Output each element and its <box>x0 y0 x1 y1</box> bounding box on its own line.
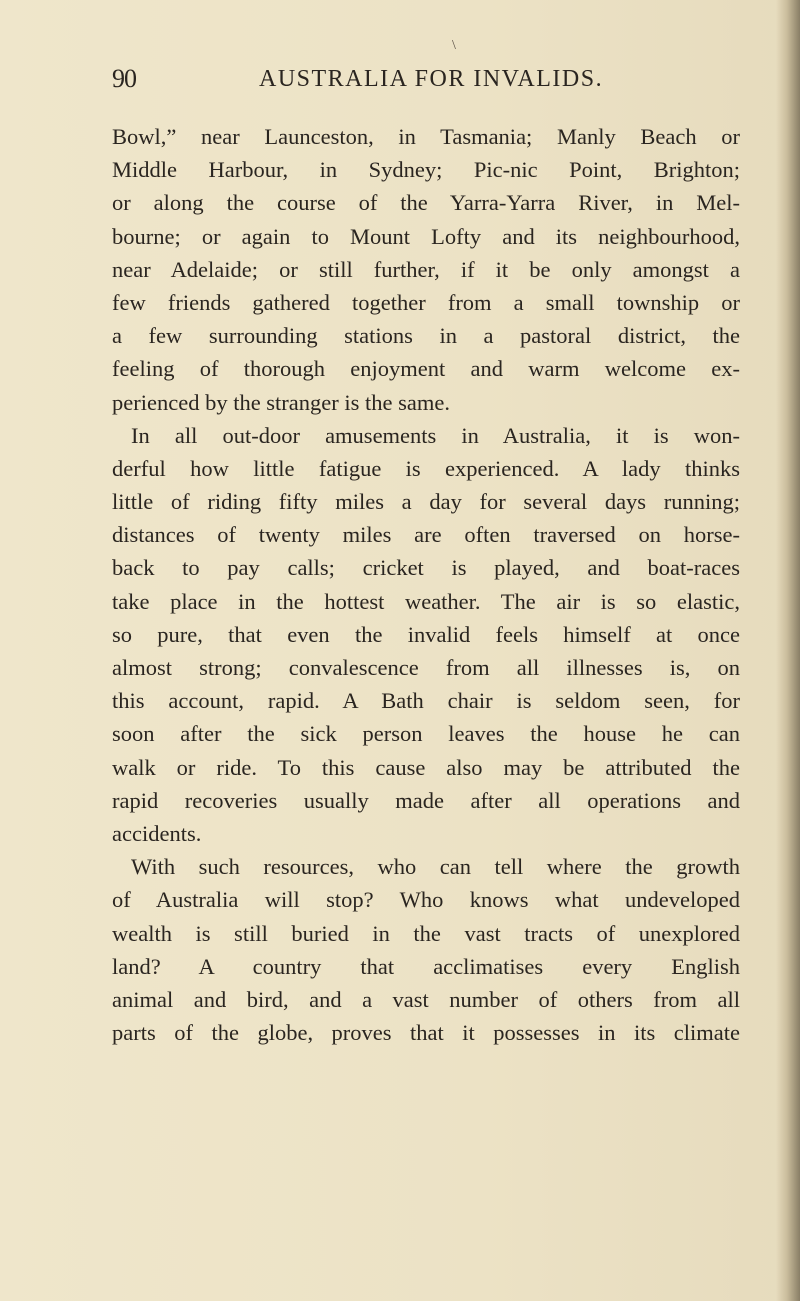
page-number: 90 <box>112 64 136 93</box>
text-line: so pure, that even the invalid feels himself at once <box>112 621 740 647</box>
text-line: of Australia will stop? Who knows what undeveloped <box>112 887 740 913</box>
text-line: back to pay calls; cricket is played, and boat-races <box>112 555 740 581</box>
text-line: near Adelaide; or still further, if it be only amongst a <box>112 256 740 282</box>
text-line: this account, rapid. A Bath chair is seldom seen, for <box>112 688 740 714</box>
running-head: AUSTRALIA FOR INVALIDS. <box>259 66 604 92</box>
text-line: derful how little fatigue is experienced. A lady thinks <box>112 455 740 481</box>
text-line: With such resources, who can tell where the growth <box>131 854 740 880</box>
text-line: little of riding fifty miles a day for several days running; <box>112 489 740 515</box>
text-line: almost strong; convalescence from all illnesses is, on <box>112 655 740 680</box>
text-line: soon after the sick person leaves the house he can <box>112 721 740 747</box>
text-line: Bowl,” near Launceston, in Tasmania; Manly Beach or <box>112 124 740 149</box>
page-edge-shadow <box>776 0 800 1301</box>
text-line: walk or ride. To this cause also may be attributed the <box>112 754 740 780</box>
text-line: wealth is still buried in the vast tracts of unexplored <box>112 920 740 946</box>
text-line: rapid recoveries usually made after all operations and <box>112 787 740 813</box>
text-line: bourne; or again to Mount Lofty and its neighbourhood, <box>112 223 740 249</box>
text-line: parts of the globe, proves that it possesses in its climate <box>112 1020 740 1046</box>
text-line: or along the course of the Yarra-Yarra River, in Mel- <box>112 190 740 216</box>
text-line: perienced by the stranger is the same. <box>112 389 450 415</box>
text-line: accidents. <box>112 820 202 846</box>
text-line: Middle Harbour, in Sydney; Pic-nic Point, Brighton; <box>112 157 740 183</box>
text-line: animal and bird, and a vast number of others from all <box>112 986 740 1012</box>
text-line: land? A country that acclimatises every English <box>112 953 740 979</box>
text-line: distances of twenty miles are often traversed on horse- <box>112 522 740 548</box>
text-line: few friends gathered together from a small township or <box>112 289 740 315</box>
text-line: take place in the hottest weather. The air is so elastic, <box>112 588 740 614</box>
top-mark: \ <box>452 38 456 53</box>
text-line: In all out-door amusements in Australia, it is won- <box>131 422 740 448</box>
text-line: feeling of thorough enjoyment and warm welcome ex- <box>112 356 740 382</box>
text-line: a few surrounding stations in a pastoral district, the <box>112 323 740 349</box>
body-text <box>112 120 740 1049</box>
page-header <box>112 64 752 104</box>
